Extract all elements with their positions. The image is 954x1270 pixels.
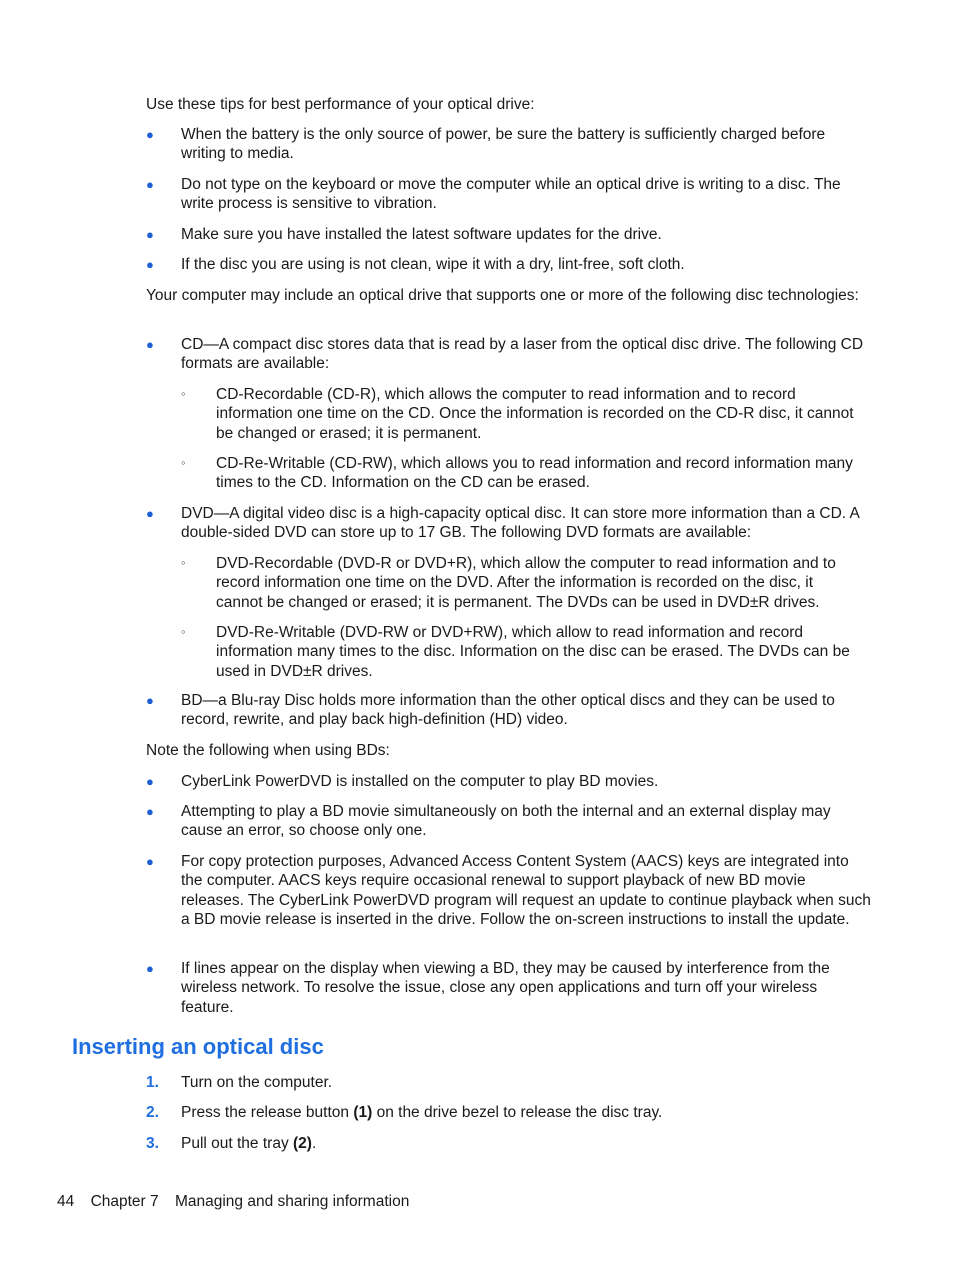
- dvd-format-text: DVD-Re-Writable (DVD-RW or DVD+RW), which allow to read information and record information many times to the disc. Information on the disc can be erased. The DVDs can be used in DVD±R drives.: [216, 624, 850, 680]
- intro-text: Use these tips for best performance of your optical drive:: [146, 96, 535, 113]
- callout-label: (2): [293, 1135, 312, 1152]
- bd-note-item: If lines appear on the display when viewing a BD, they may be caused by interference from the wireless network. To resolve the issue, close any open applications and turn off your wireless feature.: [181, 960, 830, 1016]
- step-text: Pull out the tray (2).: [181, 1135, 317, 1152]
- tip-text: Do not type on the keyboard or move the computer while an optical drive is writing to a disc. The write process is sensitive to vibration.: [181, 176, 841, 213]
- bullet-icon: ●: [146, 127, 154, 142]
- step-text: Press the release button (1) on the drive bezel to release the disc tray.: [181, 1104, 663, 1121]
- page-number: 44: [57, 1193, 75, 1210]
- bd-note-item: For copy protection purposes, Advanced Access Content System (AACS) keys are integrated into the computer. AACS keys require occasional renewal to support playback of new BD movie releases. The CyberLink PowerDVD program will request an update to continue playback when such a BD movie release is inserted in the drive. Follow the on-screen instructions to install the update.: [181, 853, 871, 928]
- bd-text: BD—a Blu-ray Disc holds more information than the other optical discs and they can be used to record, rewrite, and play back high-definition (HD) video.: [181, 692, 835, 729]
- cd-format-text: CD-Recordable (CD-R), which allows the computer to read information and to record information one time on the CD. Once the information is recorded on the CD-R disc, it cannot be changed or erased; it is permanent.: [216, 386, 854, 442]
- chapter-label: Chapter 7: [90, 1193, 159, 1210]
- bullet-icon: ●: [146, 227, 154, 242]
- tip-text: Make sure you have installed the latest software updates for the drive.: [181, 226, 662, 243]
- hollow-bullet-icon: ◦: [181, 555, 186, 570]
- bd-note-item: Attempting to play a BD movie simultaneously on both the internal and an external display may cause an error, so choose only one.: [181, 803, 831, 840]
- bullet-icon: ●: [146, 854, 154, 869]
- section-heading: Inserting an optical disc: [72, 1034, 324, 1059]
- hollow-bullet-icon: ◦: [181, 386, 186, 401]
- bullet-icon: ●: [146, 804, 154, 819]
- chapter-title: Managing and sharing information: [174, 1193, 410, 1210]
- dvd-format-text: DVD-Recordable (DVD-R or DVD+R), which allow the computer to read information and to record information one time on the DVD. After the information is recorded on the disc, it cannot be changed or erased; it is permanent. The DVDs can be used in DVD±R drives.: [216, 555, 836, 611]
- cd-text: CD—A compact disc stores data that is read by a laser from the optical disc drive. The following CD formats are available:: [181, 336, 864, 373]
- step-number: 3.: [146, 1135, 159, 1152]
- bullet-icon: ●: [146, 774, 154, 789]
- bd-note-item: CyberLink PowerDVD is installed on the computer to play BD movies.: [181, 773, 659, 790]
- callout-label: (1): [353, 1104, 373, 1121]
- hollow-bullet-icon: ◦: [181, 624, 186, 639]
- tip-text: When the battery is the only source of power, be sure the battery is sufficiently charged before writing to media.: [181, 126, 826, 163]
- step-text: Turn on the computer.: [181, 1074, 333, 1091]
- bullet-icon: ●: [146, 177, 154, 192]
- bd-note-text: Note the following when using BDs:: [146, 742, 390, 759]
- step-number: 2.: [146, 1104, 159, 1121]
- dvd-text: DVD—A digital video disc is a high-capacity optical disc. It can store more information than a CD. A double-sided DVD can store up to 17 GB. The following DVD formats are available:: [181, 505, 860, 542]
- cd-format-text: CD-Re-Writable (CD-RW), which allows you to read information and record information many times to the CD. Information on the CD can be erased.: [216, 455, 853, 492]
- bullet-icon: ●: [146, 337, 154, 352]
- page-footer: [57, 1192, 421, 1211]
- bullet-icon: ●: [146, 961, 154, 976]
- bullet-icon: ●: [146, 257, 154, 272]
- tip-text: If the disc you are using is not clean, wipe it with a dry, lint-free, soft cloth.: [181, 256, 685, 273]
- hollow-bullet-icon: ◦: [181, 455, 186, 470]
- bullet-icon: ●: [146, 693, 154, 708]
- tech-intro-text: Your computer may include an optical drive that supports one or more of the following disc technologies:: [146, 287, 859, 304]
- step-number: 1.: [146, 1074, 159, 1091]
- bullet-icon: ●: [146, 506, 154, 521]
